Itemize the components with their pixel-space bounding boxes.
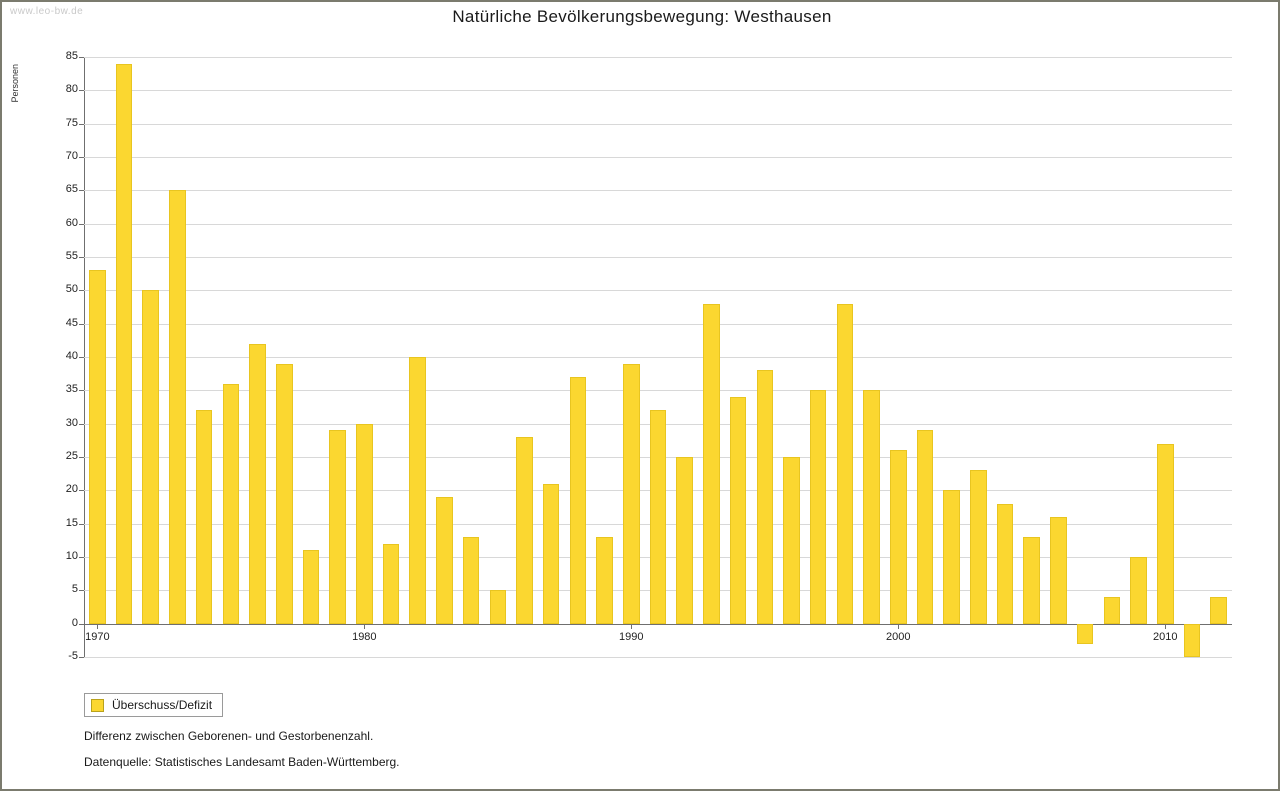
gridline [84, 290, 1232, 291]
x-tick-label: 1990 [619, 630, 644, 643]
gridline [84, 124, 1232, 125]
plot-area [65, 50, 1232, 662]
y-tick-label: 65 [65, 183, 78, 196]
watermark-text: www.leo-bw.de [10, 6, 84, 17]
bar [890, 450, 907, 623]
bar [1184, 624, 1201, 657]
y-tick-mark [79, 490, 84, 491]
bar [863, 390, 880, 623]
bar [837, 304, 854, 624]
y-tick-label: 75 [65, 116, 78, 129]
gridline [84, 624, 1232, 625]
bar [970, 470, 987, 623]
bar [142, 290, 159, 623]
bar [596, 537, 613, 624]
y-tick-label: 40 [65, 350, 78, 362]
y-tick-label: 70 [65, 150, 78, 162]
bar [329, 430, 346, 623]
bar [436, 497, 453, 624]
y-tick-label: 30 [65, 416, 78, 429]
bar [650, 410, 667, 623]
y-tick-mark [79, 557, 84, 558]
bar [676, 457, 693, 624]
gridline [84, 90, 1232, 91]
y-tick-mark [79, 224, 84, 225]
bar [783, 457, 800, 624]
bar [1210, 597, 1227, 624]
y-tick-label: 15 [65, 516, 78, 529]
y-tick-label: 80 [65, 83, 78, 96]
note-source: Datenquelle: Statistisches Landesamt Baden-Württemberg. [84, 755, 400, 769]
y-tick-label: 5 [71, 583, 78, 596]
y-tick-mark [79, 290, 84, 291]
bar [1104, 597, 1121, 624]
y-tick-mark [79, 257, 84, 258]
y-tick-mark [79, 124, 84, 125]
bar [943, 490, 960, 623]
bar [730, 397, 747, 624]
gridline [84, 157, 1232, 158]
bar [463, 537, 480, 624]
bar [249, 344, 266, 624]
y-tick-mark [79, 190, 84, 191]
bar [570, 377, 587, 624]
y-tick-mark [79, 324, 84, 325]
bar [757, 370, 774, 623]
y-tick-mark [79, 624, 84, 625]
bar [409, 357, 426, 624]
note-definition: Differenz zwischen Geborenen- und Gestorbenenzahl. [84, 729, 374, 743]
y-tick-mark [79, 57, 84, 58]
y-tick-label: 0 [71, 616, 78, 629]
gridline [84, 224, 1232, 225]
x-tick-mark [364, 624, 365, 629]
legend-swatch-icon [91, 699, 104, 712]
bar [623, 364, 640, 624]
bar [997, 504, 1014, 624]
y-tick-label: -5 [68, 650, 78, 662]
x-tick-label: 2010 [1153, 630, 1178, 643]
bar [276, 364, 293, 624]
x-tick-label: 1970 [85, 630, 110, 643]
y-axis-label: Personen [10, 64, 20, 103]
bar [703, 304, 720, 624]
gridline [84, 657, 1232, 658]
y-tick-label: 55 [65, 250, 78, 262]
bar [1157, 444, 1174, 624]
bar [917, 430, 934, 623]
bar [169, 190, 186, 623]
gridline [84, 257, 1232, 258]
bar [1130, 557, 1147, 624]
bar [1077, 624, 1094, 644]
y-tick-mark [79, 390, 84, 391]
bar [810, 390, 827, 623]
gridline [84, 324, 1232, 325]
y-tick-label: 10 [65, 550, 78, 562]
bar [223, 384, 240, 624]
y-tick-label: 20 [65, 483, 78, 496]
y-tick-mark [79, 157, 84, 158]
y-tick-label: 45 [65, 316, 78, 329]
y-tick-label: 35 [65, 383, 78, 396]
x-tick-label: 1980 [352, 630, 377, 643]
bar [516, 437, 533, 624]
y-tick-label: 25 [65, 450, 78, 462]
y-tick-mark [79, 657, 84, 658]
bar [356, 424, 373, 624]
gridline [84, 57, 1232, 58]
x-tick-label: 2000 [886, 630, 911, 643]
bar [89, 270, 106, 623]
y-tick-mark [79, 524, 84, 525]
bar [1023, 537, 1040, 624]
gridline [84, 190, 1232, 191]
x-tick-mark [898, 624, 899, 629]
bar [116, 64, 133, 624]
legend [84, 693, 223, 717]
bar [490, 590, 507, 623]
x-tick-mark [1165, 624, 1166, 629]
y-tick-label: 50 [65, 283, 78, 296]
bar [303, 550, 320, 623]
bar [196, 410, 213, 623]
legend-label: Überschuss/Defizit [112, 698, 213, 712]
y-tick-mark [79, 424, 84, 425]
y-tick-mark [79, 357, 84, 358]
y-tick-mark [79, 457, 84, 458]
x-tick-mark [97, 624, 98, 629]
page-title: Natürliche Bevölkerungsbewegung: Westhausen [452, 7, 832, 26]
bar [383, 544, 400, 624]
x-tick-mark [631, 624, 632, 629]
y-tick-mark [79, 90, 84, 91]
bar [1050, 517, 1067, 624]
y-tick-label: 60 [65, 216, 78, 229]
y-tick-label: 85 [65, 50, 78, 62]
y-tick-mark [79, 590, 84, 591]
bar [543, 484, 560, 624]
